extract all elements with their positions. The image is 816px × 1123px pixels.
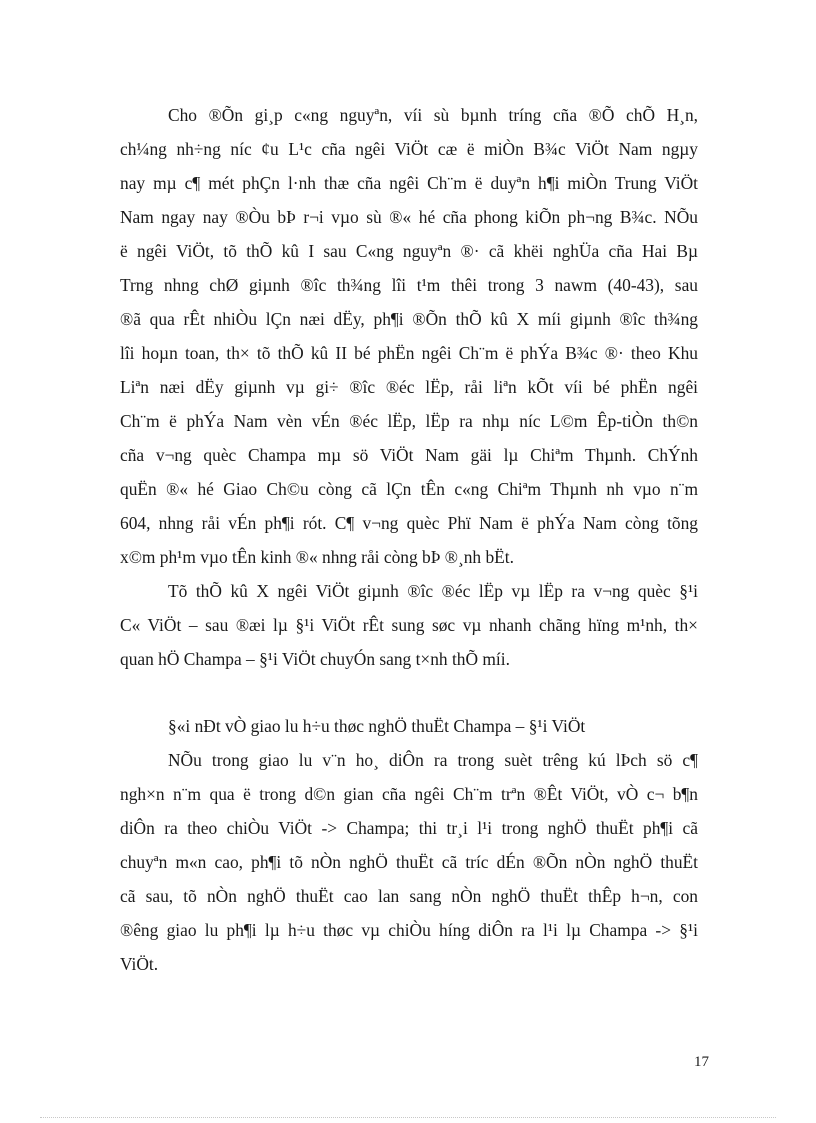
paragraph-line: nay mµ c¶ mét phÇn l·nh thæ cña ngêi Ch¨m ë duyªn h¶i miÒn Trung ViÖt [120, 173, 698, 193]
paragraph-1 [120, 98, 698, 574]
section-heading: §«i nÐt vÒ giao lu h÷u thøc nghÖ thuËt Champa – §¹i ViÖt [168, 716, 586, 736]
page-bottom-divider [40, 1117, 776, 1118]
paragraph-line: x©m ph¹m vµo tÊn kinh ®« nhng råi còng bÞ ®¸nh bËt. [120, 547, 514, 567]
paragraph-line: Ch¨m ë phÝa Nam vèn vÉn ®éc lËp, lËp ra nhµ níc L©m Êp-tiÒn th©n [120, 411, 698, 431]
paragraph-line: NÕu trong giao lu v¨n ho¸ diÔn ra trong suèt trêng kú lÞch sö c¶ [168, 750, 698, 770]
paragraph-line: quËn ®« hé Giao Ch©u còng cã lÇn tÊn c«ng Chiªm Thµnh nh vµo n¨m [120, 479, 698, 499]
paragraph-line: diÔn ra theo chiÒu ViÖt -> Champa; thi tr¸i l¹i trong nghÖ thuËt ph¶i cã [120, 818, 698, 838]
paragraph-line: cña v¬ng quèc Champa mµ sö ViÖt Nam gäi lµ Chiªm Thµnh. ChÝnh [120, 445, 698, 465]
paragraph-line: chuyªn m«n cao, ph¶i tõ nÒn nghÖ thuËt cã tríc dÉn ®Õn nÒn nghÖ thuËt [120, 852, 698, 872]
paragraph-line: lîi hoµn toan, th× tõ thÕ kû II bé phËn ngêi Ch¨m ë phÝa B¾c ®· theo Khu [120, 343, 698, 363]
paragraph-line: quan hÖ Champa – §¹i ViÖt chuyÓn sang t×nh thÕ míi. [120, 649, 510, 669]
paragraph-line: ViÖt. [120, 954, 159, 974]
paragraph-line: Tõ thÕ kû X ngêi ViÖt giµnh ®îc ®éc lËp vµ lËp ra v¬ng quèc §¹i [168, 581, 698, 601]
paragraph-line: ®êng giao lu ph¶i lµ h÷u thøc vµ chiÒu híng diÔn ra l¹i lµ Champa -> §¹i [120, 920, 698, 940]
paragraph-line: ngh×n n¨m qua ë trong d©n gian cña ngêi Ch¨m trªn ®Êt ViÖt, vÒ c¬ b¶n [120, 784, 698, 804]
paragraph-line: C« ViÖt – sau ®æi lµ §¹i ViÖt rÊt sung søc vµ nhanh chãng hïng m¹nh, th× [120, 615, 698, 635]
paragraph-line: ë ngêi ViÖt, tõ thÕ kû I sau C«ng nguyªn ®· cã khëi nghÜa cña Hai Bµ [120, 241, 698, 261]
paragraph-2 [120, 574, 698, 676]
paragraph-line: 604, nhng råi vÉn ph¶i rót. C¶ v¬ng quèc Phï Nam ë phÝa Nam còng tõng [120, 513, 698, 533]
paragraph-line: cã sau, tõ nÒn nghÖ thuËt cao lan sang nÒn nghÖ thuËt thÊp h¬n, con [120, 886, 698, 906]
paragraph-line: Cho ®Õn gi¸p c«ng nguyªn, víi sù bµnh tríng cña ®Õ chÕ H¸n, [168, 105, 698, 125]
paragraph-line: ch¼ng nh÷ng níc ¢u L¹c cña ngêi ViÖt cæ ë miÒn B¾c ViÖt Nam ngµy [120, 139, 698, 159]
page-number: 17 [694, 1054, 709, 1070]
paragraph-line: ®ã qua rÊt nhiÒu lÇn næi dËy, ph¶i ®Õn thÕ kû X míi giµnh ®îc th¾ng [120, 309, 698, 329]
paragraph-line: Nam ngay nay ®Òu bÞ r¬i vµo sù ®« hé cña phong kiÕn ph¬ng B¾c. NÕu [120, 207, 698, 227]
paragraph-line: Trng nhng chØ giµnh ®îc th¾ng lîi t¹m thêi trong 3 nawm (40-43), sau [120, 275, 698, 295]
paragraph-3 [120, 743, 698, 981]
paragraph-line: Liªn næi dËy giµnh vµ gi÷ ®îc ®éc lËp, råi liªn kÕt víi bé phËn ngêi [120, 377, 698, 397]
